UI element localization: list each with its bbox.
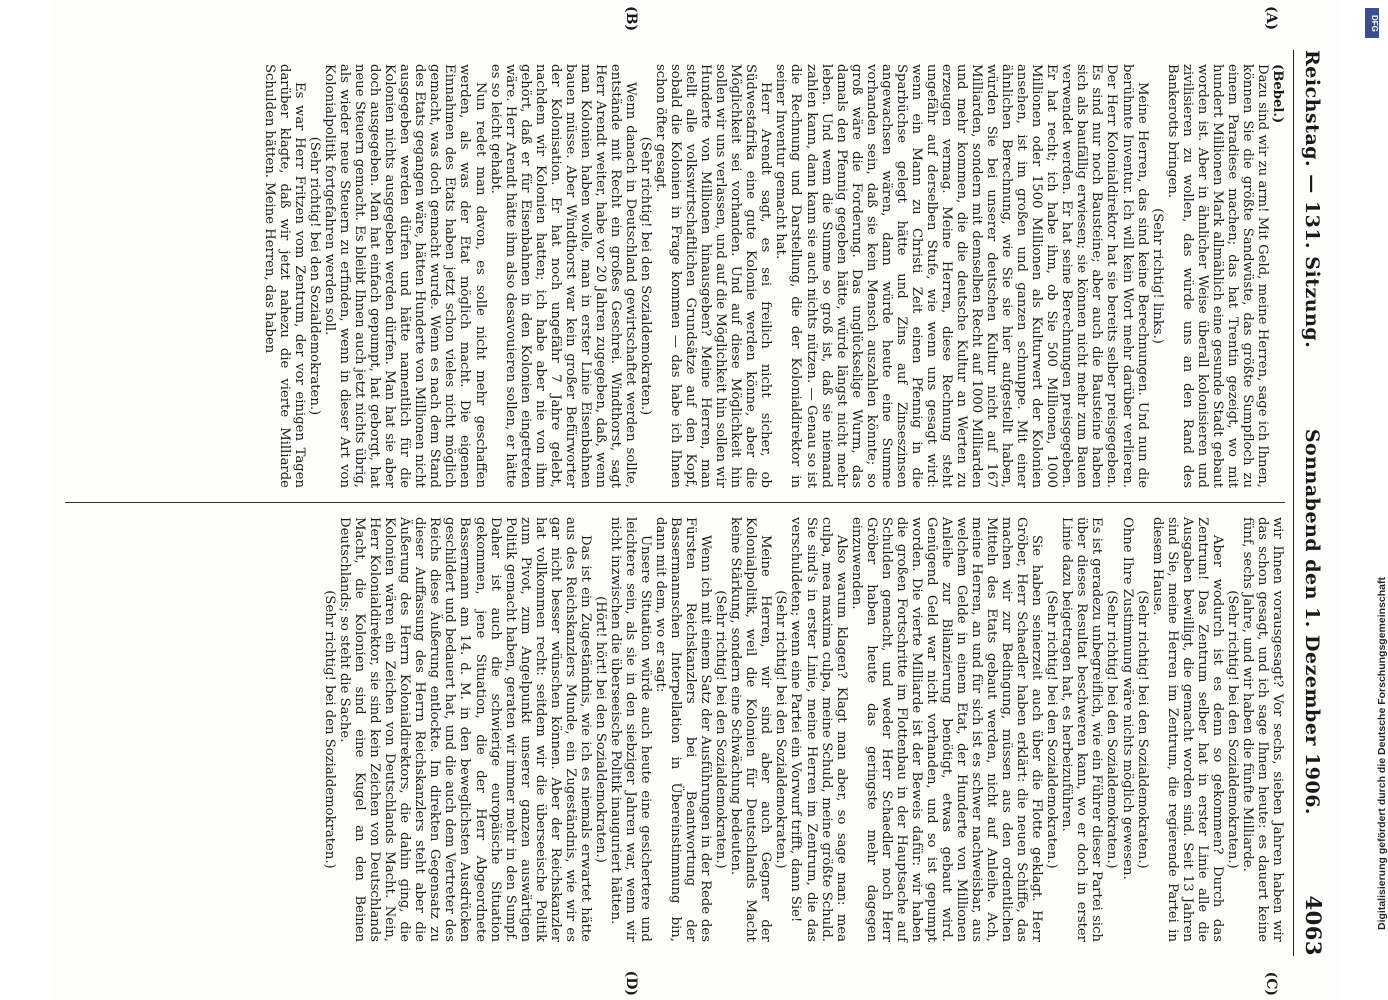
- rotated-page: [50, 0, 1340, 1000]
- page-number: 4063: [1301, 895, 1326, 956]
- paragraph: Nun redet man davon, es solle nicht mehr geschaffen werden, als was der Etat möglich macht. Die eigenen Einnahmen des Etats haben jetzt schon vieles nicht möglich gemacht, was doch gemacht wurde. Wenn es nach dem Stand des Etats gegangen wäre, hätten Hunderte von Millionen nicht ausgegeben werden dürfen und hätte namentlich für die Kolonien nichts ausgegeben werden dürfen. Man hat sie aber doch ausgegeben. Man hat einfach gepumpt, hat geborgt, hat neue Steuern gemacht. Es bleibt Ihnen auch jetzt nichts übrig, als wieder neue Steuern zu erfinden, wenn in dieser Art von Kolonialpolitik fortgefahren werden soll.: [322, 64, 488, 488]
- paragraph: Also warum klagen? Klagt man aber, so sage man: mea culpa, mea maxima culpa, meine Schuld, meine größte Schuld. Sie sind's in erster Linie, meine Herren im Zentrum, die das verschuldeten; wenn eine Partei ein Vorwurf trifft, dann Sie!: [788, 517, 849, 942]
- interjection: (Sehr richtig! links.): [1149, 208, 1165, 344]
- paragraph: Meine Herren, wir sind aber auch Gegner der Kolonialpolitik, weil die Kolonien für Deutschlands Macht keine Stärkung, sondern eine Schwächung bedeuten.: [728, 517, 774, 942]
- paragraph: Wenn ich mit einem Satz der Ausführungen in der Rede des Fürsten Reichskanzlers bei Beantwortung der Bassermannschen Interpellation in Übereinstimmung bin, dann mit dem, wo er sagt:: [653, 517, 714, 942]
- paragraph: Das ist ein Zugeständnis, wie ich es niemals erwartet hätte aus des Reichskanzlers Munde, ein Zugeständnis, wie wir es gar nicht besser wünschen können. Aber der Reichskanzler hat vollkommen recht: seitdem wir die überseeische Politik zum Pivot, zum Angelpunkt unserer ganzen auswärtigen Politik gemacht haben, geraten wir immer mehr in den Sumpf. Daher ist auch die schwierige europäische Situation gekommen, jene Situation, die der Herr Abgeordnete Bassermann am 14. d. M. in den beweglichsten Ausdrücken geschildert und bedauert hat, und die auch dem Vertreter des Reichs diese Äußerung entlockte. Im direkten Gegensatz zu dieser Auffassung des Herrn Reichskanzlers steht aber die Äußerung des Herrn Kolonialdirektors, die dahin ging, die Kolonien wären ein Zeichen von Deutschlands Macht. Nein, Herr Kolonialdirektor, sie sind kein Zeichen von Deutschlands Macht, die Kolonien sind eine Kugel an den Beinen Deutschlands; so steht die Sache.: [337, 517, 593, 942]
- text-columns: [65, 6, 1285, 996]
- interjection: (Sehr richtig! bei den Sozialdemokraten.): [1044, 590, 1060, 869]
- paragraph: wir Ihnen vorausgesagt? Vor sechs, sieben Jahren haben wir das schon gesagt, und ich sage Ihnen heute: es dauert keine fünf, sechs Jahre, und wir haben die fünfte Milliarde.: [1239, 517, 1285, 942]
- header-date: Sonnabend den 1. Dezember 1906.: [1301, 428, 1323, 816]
- dfg-logo-icon: DFG: [1365, 8, 1379, 38]
- interjection: (Sehr richtig! bei den Sozialdemokraten.): [307, 136, 322, 416]
- paragraph: Aber wodurch ist es denn so gekommen? Durch das Zentrum! Das Zentrum selber hat in erster Linie alle die Ausgaben bewilligt, die gemacht worden sind. Seit 13 Jahren sind Sie, meine Herren im Zentrum, die regierende Partei in diesem Hause.: [1149, 517, 1225, 942]
- interjection: (Hört! hört! bei den Sozialdemokraten.): [592, 596, 608, 863]
- paragraph: Es ist geradezu unbegreiflich, wie ein Führer dieser Partei sich über dieses Resultat beschweren kann, wo er doch in erster Linie dazu beigetragen hat, es herbeizuführen.: [1059, 517, 1105, 942]
- interjection: (Sehr richtig! bei den Sozialdemokraten.): [773, 590, 789, 869]
- margin-marker-c: (C): [1263, 971, 1279, 996]
- paragraph: Herr Arendt sagt, es sei freilich nicht sicher, ob Südwestafrika eine gute Kolonie werden könne, aber die Möglichkeit sei vorhanden. Und auf diese Möglichkeit hin sollen wir uns verlassen, und auf die Möglichkeit hin sollen wir Hunderte von Millionen hinausgeben? Meine Herren, man stellt alle volkswirtschaftlichen Grundsätze auf den Kopf, sobald die Kolonien in Frage kommen — das habe ich Ihnen schon öfter gesagt.: [653, 64, 774, 488]
- interjection: (Sehr richtig! bei den Sozialdemokraten.): [1224, 590, 1240, 869]
- speaker-name: (Bebel.): [1270, 64, 1285, 124]
- interjection: (Sehr richtig! bei den Sozialdemokraten.): [322, 590, 338, 869]
- margin-marker-a: (A): [1263, 6, 1279, 31]
- paragraph: Sie haben seinerzeit auch über die Flotte geklagt. Herr Gröber, Herr Schaedler haben erklärt: die neuen Schiffe, das machen wir zur Bedingung, müssen aus den ordentlichen Mitteln des Etats gebaut werden, nicht auf Anleihe. Ach, meine Herren, an und für sich ist es schwer nachweisbar, aus welchem Gelde in einem Etat, der Hunderte von Millionen Anleihe zur Bilanzierung benötigt, etwas gebaut wird. Genügend Geld war nicht vorhanden, und so ist gepumpt worden. Die vierte Milliarde ist der Beweis dafür: wir haben die großen Fortschritte im Flottenbau in der Hauptsache auf Schulden gemacht, und weder Herr Schaedler noch Herr Gröber haben heute das geringste mehr dagegen einzuwenden.: [848, 517, 1045, 942]
- right-column: [65, 503, 1285, 956]
- left-column: [65, 50, 1285, 503]
- paragraph: Es war Herr Fritzen vom Zentrum, der vor einigen Tagen darüber klagte, daß wir jetzt nahezu die vierte Milliarde Schulden hätten. Meine Herren, das haben: [261, 64, 307, 488]
- interjection: (Sehr richtig! bei den Sozialdemokraten.): [713, 590, 729, 869]
- paragraph: Dazu sind wir zu arm! Mit Geld, meine Herren, sage ich Ihnen, können Sie die größte Sandwüste, das größte Sumpfloch zu einem Paradiese machen; das hat Trentin gezeigt, wo mit hundert Millionen Mark allmählich eine gesunde Stadt gebaut worden ist. Aber in ähnlicher Weise überall kolonisieren und zivilisieren zu wollen, das würde uns an den Rand des Bankerotts bringen.: [1164, 64, 1270, 488]
- paragraph: Meine Herren, das sind keine Berechnungen. Und nun die berühmte Inventur. Ich will kein Wort mehr darüber verlieren. Der Herr Kolonialdirektor hat sie bereits selber preisgegeben. Es sind nur noch Bausteine; aber auch die Bausteine haben sich als baufällig erwiesen; sie können nicht mehr zum Bauen verwendet werden. Er hat seine Berechnungen preisgegeben. Er hat recht; ich habe ihm, ob Sie 500 Millionen, 1000 Millionen oder 1500 Millionen als Kulturwert der Kolonien ansehen, ist im großen und ganzen schnuppe. Mit einer ähnlichen Berechnung, wie Sie sie hier aufgestellt haben, würden Sie bei unserer deutschen Kultur nicht auf 167 Milliarden, sondern mit demselben Recht auf 1000 Milliarden und mehr kommen, die die deutsche Kultur an Werten zu erzeugen vermag. Meine Herren, diese Rechnung steht ungefähr auf derselben Stufe, wie wenn uns gesagt wird: wenn ein Mann zu Christi Zeit einen Pfennig in die Sparbüchse gelegt hätte und Zins auf Zinseszinsen angewachsen wären, dann würde heute eine Summe vorhanden sein, daß sie kein Mensch auszahlen könnte; so groß wäre die Forderung. Das unglückselige Wurm, das damals den Pfennig gegeben hätte, würde längst nicht mehr leben. Und wenn die Summe so groß ist, daß sie niemand zahlen kann, dann kann sie auch nichts nützen. — Genau so ist die Rechnung und Darstellung, die der Kolonialdirektor in seiner Inventur gemacht hat.: [773, 64, 1150, 488]
- page-header: [1293, 50, 1332, 956]
- digitization-credit: [1362, 30, 1388, 930]
- paragraph: Wenn danach in Deutschland gewirtschaftet werden sollte, entstände mit Recht ein großes Geschrei. Windthorst, sagt Herr Arendt weiter, habe vor 20 Jahren zugegeben, daß, wenn man Kolonien haben wolle, man in erster Linie Eisenbahnen bauen müsse. Aber Windthorst war kein großer Befürworter der Kolonisation. Er hat noch ungefähr 7 Jahre gelebt, nachdem wir Kolonien hatten; ich habe aber nie von ihm gehört, daß er für Eisenbahnen in den Kolonien eingetreten wäre. Herr Arendt hätte ihm also desavouieren sollen, er hätte es so leicht gehabt.: [487, 64, 638, 488]
- margin-marker-d: (D): [623, 970, 639, 996]
- header-left: Reichstag. — 131. Sitzung.: [1301, 50, 1323, 349]
- quotation: Unsere Situation würde auch heute eine gesichertere und leichtere sein, als sie in den siebziger Jahren war, wenn wir nicht inzwischen die überseeische Politik inauguriert hätten.: [607, 517, 654, 942]
- interjection: (Sehr richtig! bei den Sozialdemokraten.): [638, 136, 654, 416]
- paragraph: Ohne Ihre Zustimmung wäre nichts möglich gewesen.: [1119, 517, 1135, 880]
- interjection: (Sehr richtig! bei den Sozialdemokraten.): [1134, 590, 1150, 869]
- interjection: (Sehr richtig! bei den Sozialdemokraten.): [1104, 590, 1120, 869]
- credit-text: Digitalisierung gefördert durch die Deutsche Forschungsgemeinschaft: [1376, 577, 1388, 930]
- margin-marker-b: (B): [623, 6, 639, 32]
